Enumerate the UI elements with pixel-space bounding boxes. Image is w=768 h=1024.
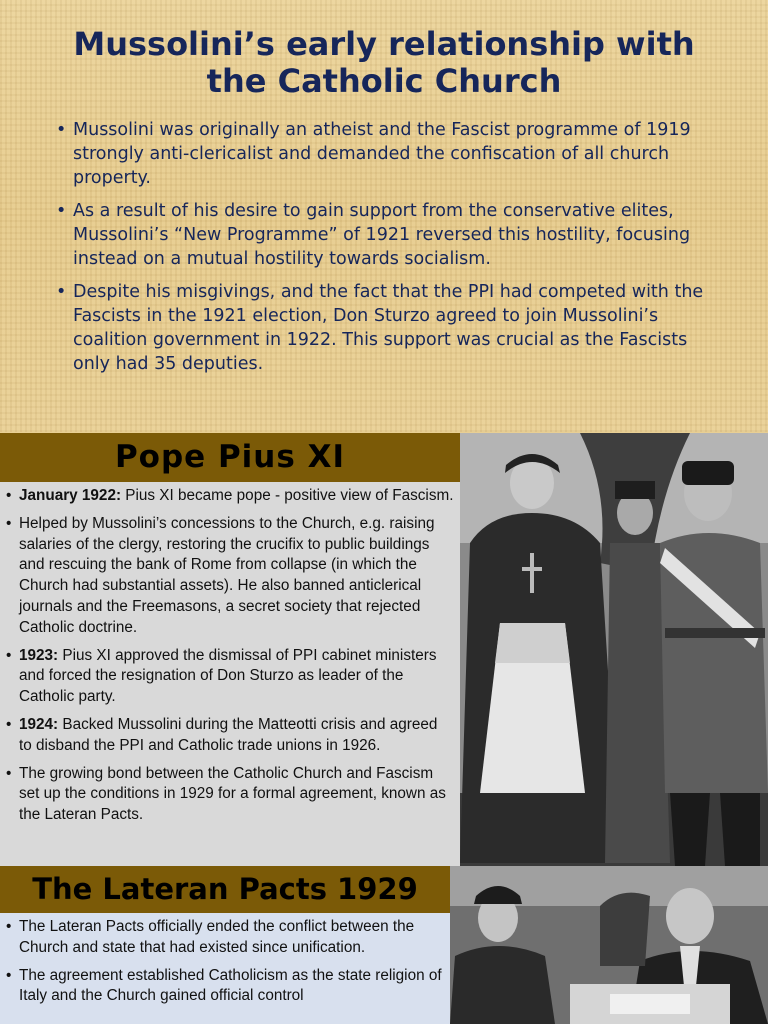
lateran-panel [0,913,450,1024]
point-text: Pius XI approved the dismissal of PPI cabinet ministers and forced the resignation of Don Sturzo as leader of the Catholic party. [19,646,437,706]
pope-point [6,764,454,826]
intro-list [56,118,724,385]
lateran-signing-photo [450,866,768,1024]
intro-section [0,0,768,432]
lateran-point: • The Lateran Pacts officially ended the conflict between the Church and state that had existed since unification. [6,917,444,959]
pope-mussolini-photo [460,433,768,866]
intro-point: • As a result of his desire to gain support from the conservative elites, Mussolini’s “New Programme” of 1921 reversed this hostility, focusing instead on a mutual hostility towards socialism. [56,199,724,271]
pope-point [6,514,454,639]
photo-illustration [460,433,768,866]
pope-point [6,715,454,757]
signing-illustration [450,866,768,1024]
intro-point: • Mussolini was originally an atheist and the Fascist programme of 1919 strongly anti-clericalist and demanded the confiscation of all church property. [56,118,724,190]
point-lead: January 1922: [19,487,122,504]
point-text: Backed Mussolini during the Matteotti crisis and agreed to disband the PPI and Catholic trade unions in 1926. [19,715,438,754]
intro-point: • Despite his misgivings, and the fact that the PPI had competed with the Fascists in the 1921 election, Don Sturzo agreed to join Mussolini’s coalition government in 1922. This support was crucial as the Fascists only had 35 deputies. [56,280,724,376]
page-title: Mussolini’s early relationship with the Catholic Church [73,25,695,100]
pope-heading: Pope Pius XI [0,433,460,482]
point-text: The growing bond between the Catholic Church and Fascism set up the conditions in 1929 for a formal agreement, known as the Lateran Pacts. [19,764,446,824]
point-lead: 1923: [19,646,59,664]
pope-point [6,486,454,507]
lateran-heading: The Lateran Pacts 1929 [0,866,450,913]
point-lead: 1924: [19,715,59,733]
lateran-points-list [0,913,450,1007]
point-text: Pius XI became pope - positive view of Fascism. [121,487,454,504]
pope-points-list [0,482,460,826]
pope-point [6,646,454,708]
lateran-point: • The agreement established Catholicism as the state religion of Italy and the Church gained official control [6,966,444,1008]
point-text: Helped by Mussolini’s concessions to the Church, e.g. raising salaries of the clergy, restoring the crucifix to public buildings and rescuing the bank of Rome from collapse (in which the Church had substantial assets). He also banned anticlerical journals and the Freemasons, a secret society that rejected Catholic doctrine. [19,514,435,636]
pope-panel [0,482,460,866]
